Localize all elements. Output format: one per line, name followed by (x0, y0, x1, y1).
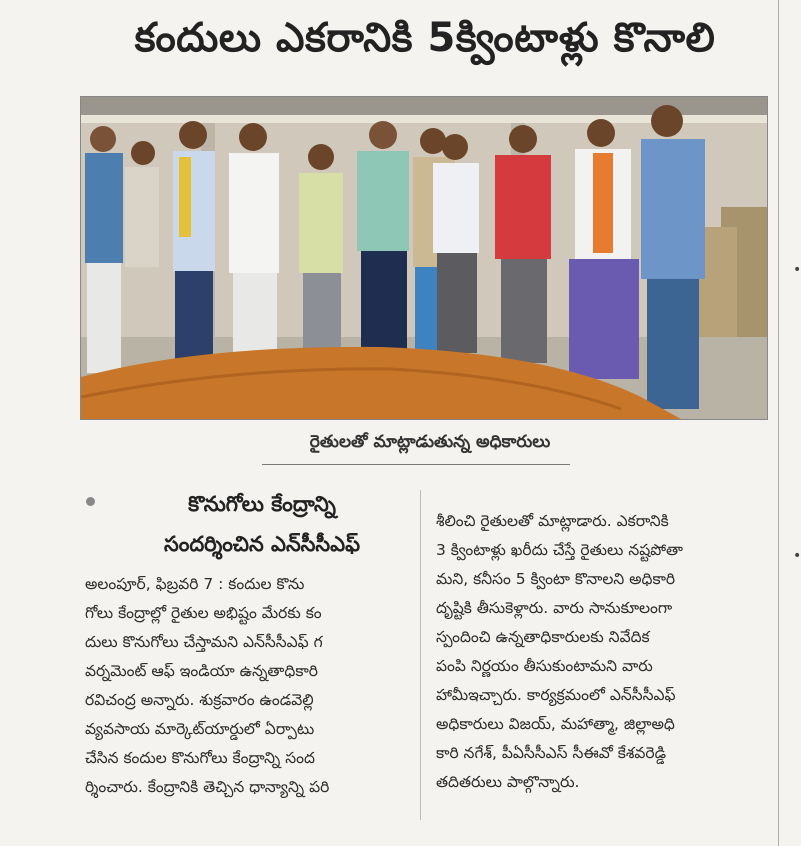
news-photo (80, 96, 768, 420)
subhead-bullet-icon (86, 497, 95, 506)
text-line: హామీఇచ్చారు. కార్యక్రమంలో ఎన్‌సీసీఎఫ్ (436, 686, 676, 704)
subheadline (112, 484, 412, 564)
text-line: రవిచంద్ర అన్నారు. శుక్రవారం ఉండవెల్లి (85, 691, 314, 709)
edge-glyph: • (793, 548, 801, 564)
caption-underline (262, 464, 570, 465)
edge-glyph: • (793, 262, 801, 278)
text-line: స్పందించి ఉన్నతాధికారులకు నివేదిక (436, 628, 650, 646)
article-column-right (436, 507, 760, 797)
headline: కందులు ఎకరానికి 5క్వింటాళ్లు కొనాలి (134, 15, 716, 61)
text-line: కారి నగేశ్, పీఏసీసీఎస్ సీఈవో కేశవరెడ్డి (436, 744, 667, 762)
subhead-line: కొనుగోలు కేంద్రాన్ని (188, 492, 336, 516)
text-line: చేసిన కందుల కొనుగోలు కేంద్రాన్ని సంద (85, 749, 315, 767)
text-line: దులు కొనుగోలు చేస్తామని ఎన్‌సీసీఎఫ్ గ (85, 633, 323, 651)
subhead-line: సందర్శించిన ఎన్‌సీసీఎఫ్ (163, 532, 361, 556)
text-line: ర్శించారు. కేంద్రానికి తెచ్చిన ధాన్యాన్ని పరి (85, 778, 330, 796)
text-line: 3 క్వింటాళ్లు ఖరీదు చేస్తే రైతులు నష్టపోతా (436, 541, 683, 559)
column-divider (420, 490, 421, 820)
text-line: తదితరులు పాల్గొన్నారు. (436, 773, 580, 791)
text-line: గోలు కేంద్రాల్లో రైతుల అభిష్టం మేరకు కం (85, 604, 322, 622)
text-line: దృష్టికి తీసుకెళ్లారు. వారు సానుకూలంగా (436, 599, 673, 617)
text-line: శీలించి రైతులతో మాట్లాడారు. ఎకరానికి (436, 512, 669, 530)
text-line: వర్నమెంట్ ఆఫ్ ఇండియా ఉన్నతాధికారి (85, 662, 318, 680)
page-edge-rule (778, 0, 779, 846)
text-line: పంపి నిర్ణయం తీసుకుంటామని వారు (436, 657, 653, 675)
text-line: వ్యవసాయ మార్కెట్‌యార్డులో ఏర్పాటు (85, 720, 315, 738)
text-line: మని, కనీసం 5 క్వింటా కొనాలని అధికారి (436, 570, 676, 588)
article-column-left (85, 570, 408, 802)
photo-illustration (81, 97, 767, 419)
photo-caption: రైతులతో మాట్లాడుతున్న అధికారులు (309, 432, 551, 452)
text-line: అధికారులు విజయ్, మహాత్మా, జిల్లాఅధి (436, 715, 675, 733)
text-line: అలంపూర్, ఫిబ్రవరి 7 : కందుల కొను (85, 575, 305, 593)
